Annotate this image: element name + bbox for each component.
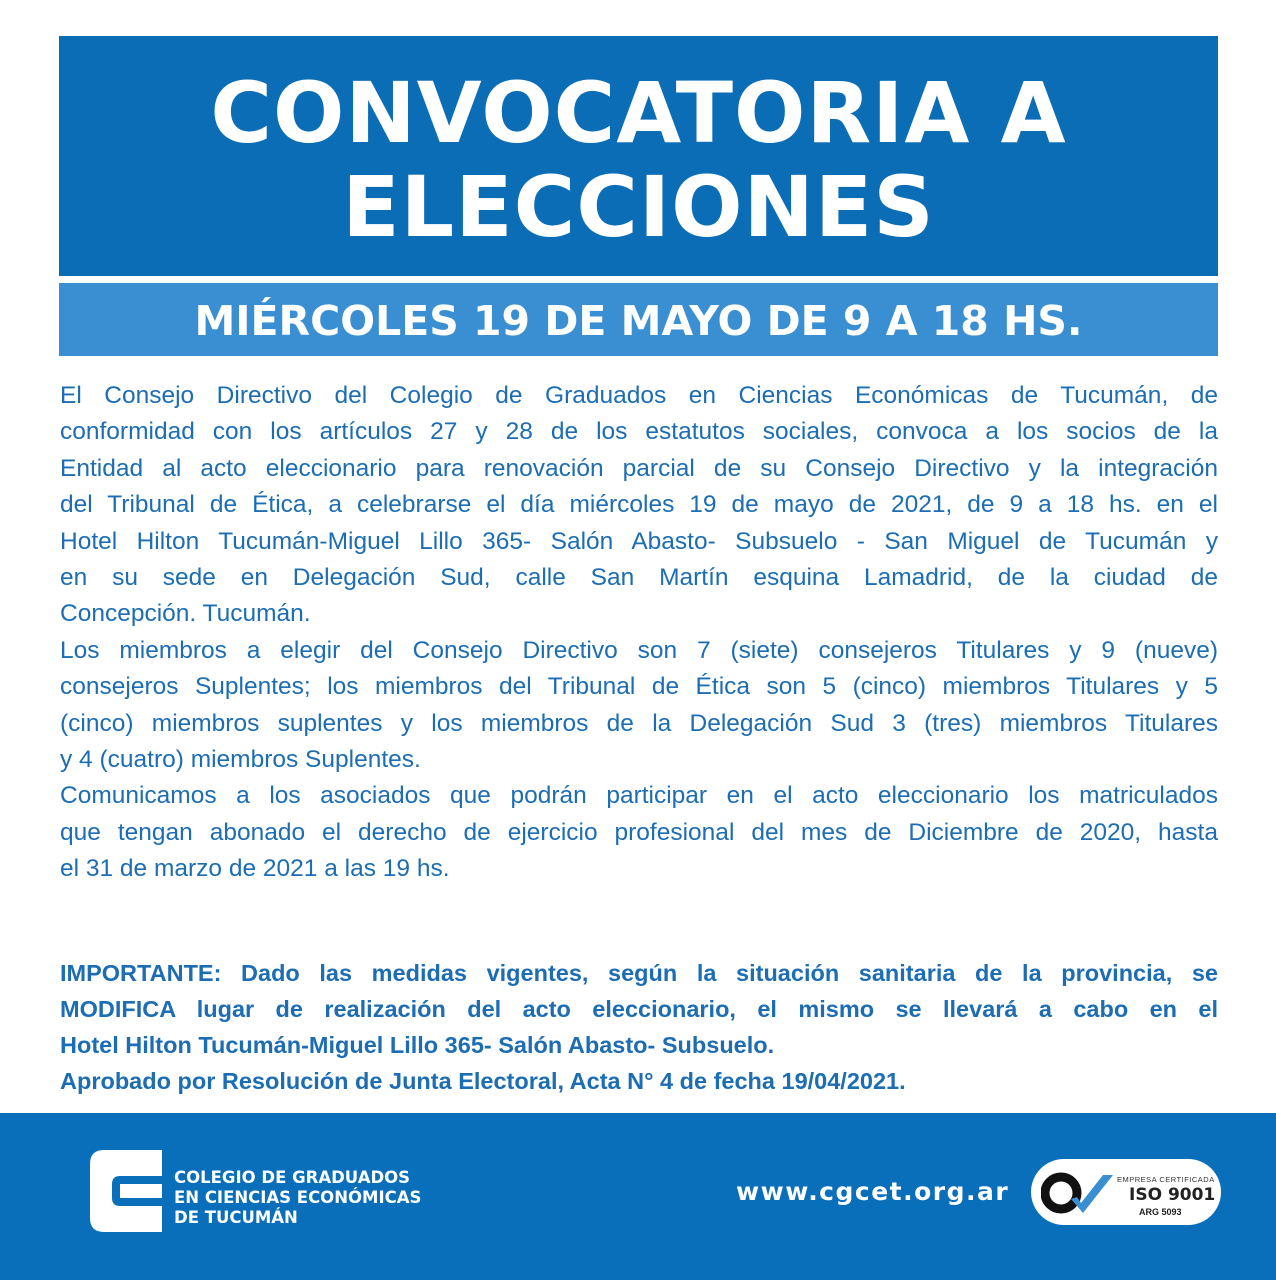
- org-line-3: DE TUCUMÁN: [174, 1208, 298, 1227]
- text-line: Comunicamos a los asociados que podrán participar en el acto eleccionario los matriculados: [60, 782, 1218, 810]
- text-line: consejeros Suplentes; los miembros del Tribunal de Ética son 5 (cinco) miembros Titulares y 5: [60, 673, 1218, 701]
- title-banner: [59, 36, 1218, 276]
- text-line: Concepción. Tucumán.: [60, 600, 311, 628]
- text-line: (cinco) miembros suplentes y los miembros de la Delegación Sud 3 (tres) miembros Titulares: [60, 709, 1218, 737]
- announcement-body: [60, 378, 1218, 887]
- footer: [0, 1113, 1276, 1280]
- text-line: Entidad al acto eleccionario para renovación parcial de su Consejo Directivo y la integración: [60, 454, 1218, 482]
- iso-standard: ISO 9001: [1129, 1185, 1216, 1205]
- text-line: Los miembros a elegir del Consejo Directivo son 7 (siete) consejeros Titulares y 9 (nueve): [60, 636, 1218, 664]
- text-line: Hotel Hilton Tucumán-Miguel Lillo 365- Salón Abasto- Subsuelo.: [60, 1032, 775, 1058]
- text-line: conformidad con los artículos 27 y 28 de los estatutos sociales, convoca a los socios de la: [60, 418, 1218, 446]
- text-line: MODIFICA lugar de realización del acto eleccionario, el mismo se llevará a cabo en el: [60, 996, 1218, 1022]
- text-line: Aprobado por Resolución de Junta Electoral, Acta N° 4 de fecha 19/04/2021.: [60, 1068, 906, 1094]
- text-line: en su sede en Delegación Sud, calle San Martín esquina Lamadrid, de la ciudad de: [60, 563, 1218, 591]
- iso-label: EMPRESA CERTIFICADA: [1117, 1175, 1215, 1184]
- qv-certification-icon: [1041, 1169, 1117, 1217]
- org-line-1: COLEGIO DE GRADUADOS: [174, 1168, 411, 1187]
- iso-certification-badge: [1031, 1159, 1221, 1225]
- organization-name: [174, 1168, 421, 1228]
- title-line-1: CONVOCATORIA A: [210, 64, 1067, 162]
- text-line: el 31 de marzo de 2021 a las 19 hs.: [60, 855, 450, 883]
- title-line-2: ELECCIONES: [342, 158, 935, 256]
- text-line: del Tribunal de Ética, a celebrarse el día miércoles 19 de mayo de 2021, de 9 a 18 hs. en el: [60, 491, 1218, 519]
- text-line: El Consejo Directivo del Colegio de Graduados en Ciencias Económicas de Tucumán, de: [60, 382, 1218, 409]
- text-line: y 4 (cuatro) miembros Suplentes.: [60, 745, 421, 773]
- iso-code: ARG 5093: [1139, 1207, 1182, 1217]
- text-line: IMPORTANTE: Dado las medidas vigentes, según la situación sanitaria de la provincia, se: [60, 960, 1218, 986]
- org-line-2: EN CIENCIAS ECONÓMICAS: [174, 1188, 422, 1207]
- website-link[interactable]: www.cgcet.org.ar: [736, 1177, 1010, 1206]
- text-line: Hotel Hilton Tucumán-Miguel Lillo 365- Salón Abasto- Subsuelo - San Miguel de Tucumán y: [60, 527, 1218, 555]
- date-banner: MIÉRCOLES 19 DE MAYO DE 9 A 18 HS.: [59, 283, 1218, 356]
- cgcet-logo-icon: [90, 1150, 162, 1232]
- text-line: que tengan abonado el derecho de ejercicio profesional del mes de Diciembre de 2020, hasta: [60, 818, 1218, 846]
- important-notice: [60, 955, 1218, 1099]
